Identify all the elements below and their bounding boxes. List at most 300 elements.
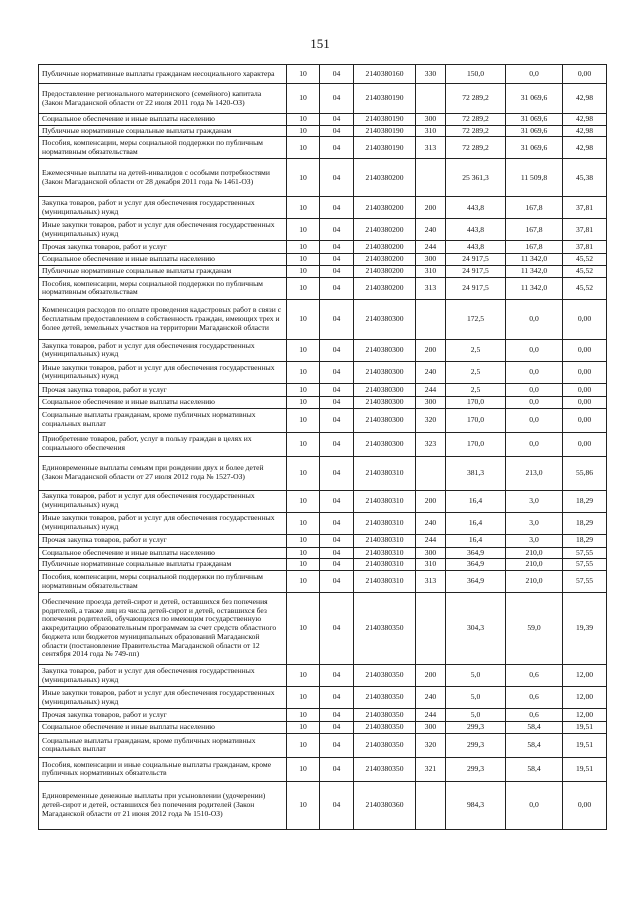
budget-table	[38, 64, 607, 830]
target-article-cell: 2140380190	[354, 125, 416, 137]
execution-percent-cell: 0,00	[563, 432, 607, 456]
planned-amount-cell: 299,3	[446, 757, 506, 781]
table-row	[39, 534, 607, 547]
executed-amount-cell: 210,0	[506, 571, 563, 593]
table-row	[39, 114, 607, 126]
expense-type-cell: 244	[416, 709, 446, 722]
expense-type-cell: 320	[416, 408, 446, 432]
planned-amount-cell: 2,5	[446, 361, 506, 383]
execution-percent-cell: 0,00	[563, 408, 607, 432]
table-row	[39, 277, 607, 299]
section-code-cell: 10	[287, 254, 320, 266]
subsection-code-cell: 04	[320, 559, 354, 571]
target-article-cell: 2140380300	[354, 396, 416, 408]
executed-amount-cell: 0,0	[506, 408, 563, 432]
planned-amount-cell: 381,3	[446, 456, 506, 490]
section-code-cell: 10	[287, 687, 320, 709]
subsection-code-cell: 04	[320, 254, 354, 266]
subsection-code-cell: 04	[320, 361, 354, 383]
execution-percent-cell: 37,81	[563, 219, 607, 241]
planned-amount-cell: 72 289,2	[446, 114, 506, 126]
table-row	[39, 84, 607, 114]
subsection-code-cell: 04	[320, 241, 354, 254]
expense-type-cell: 323	[416, 432, 446, 456]
table-row	[39, 137, 607, 159]
section-code-cell: 10	[287, 709, 320, 722]
target-article-cell: 2140380300	[354, 432, 416, 456]
executed-amount-cell: 58,4	[506, 757, 563, 781]
expense-type-cell: 240	[416, 687, 446, 709]
row-name-cell: Единовременные денежные выплаты при усыновлении (удочерении) детей-сирот и детей, оставшихся без попечения родителей (Закон Магаданской области от 21 июня 2012 года № 1510-ОЗ)	[39, 781, 287, 829]
subsection-code-cell: 04	[320, 687, 354, 709]
expense-type-cell	[416, 84, 446, 114]
section-code-cell: 10	[287, 722, 320, 734]
planned-amount-cell: 5,0	[446, 665, 506, 687]
subsection-code-cell: 04	[320, 665, 354, 687]
expense-type-cell	[416, 781, 446, 829]
row-name-cell: Закупка товаров, работ и услуг для обеспечения государственных (муниципальных) нужд	[39, 665, 287, 687]
subsection-code-cell: 04	[320, 219, 354, 241]
subsection-code-cell: 04	[320, 159, 354, 197]
execution-percent-cell: 55,86	[563, 456, 607, 490]
subsection-code-cell: 04	[320, 408, 354, 432]
section-code-cell: 10	[287, 299, 320, 339]
table-row	[39, 709, 607, 722]
row-name-cell: Публичные нормативные социальные выплаты гражданам	[39, 266, 287, 278]
planned-amount-cell: 443,8	[446, 219, 506, 241]
row-name-cell: Единовременные выплаты семьям при рождении двух и более детей (Закон Магаданской области от 27 июля 2012 года № 1527-ОЗ)	[39, 456, 287, 490]
execution-percent-cell: 45,52	[563, 277, 607, 299]
execution-percent-cell: 37,81	[563, 241, 607, 254]
section-code-cell: 10	[287, 547, 320, 559]
table-row	[39, 432, 607, 456]
execution-percent-cell: 0,00	[563, 396, 607, 408]
execution-percent-cell: 42,98	[563, 137, 607, 159]
target-article-cell: 2140380200	[354, 277, 416, 299]
subsection-code-cell: 04	[320, 339, 354, 361]
row-name-cell: Публичные нормативные социальные выплаты гражданам	[39, 125, 287, 137]
expense-type-cell: 200	[416, 339, 446, 361]
table-row	[39, 219, 607, 241]
execution-percent-cell: 18,29	[563, 512, 607, 534]
row-name-cell: Пособия, компенсации, меры социальной поддержки по публичным нормативным обязательствам	[39, 571, 287, 593]
table-row	[39, 687, 607, 709]
subsection-code-cell: 04	[320, 456, 354, 490]
row-name-cell: Социальные выплаты гражданам, кроме публичных нормативных социальных выплат	[39, 733, 287, 757]
table-row	[39, 559, 607, 571]
target-article-cell: 2140380190	[354, 114, 416, 126]
subsection-code-cell: 04	[320, 114, 354, 126]
executed-amount-cell: 11 342,0	[506, 266, 563, 278]
row-name-cell: Пособия, компенсации и иные социальные выплаты гражданам, кроме публичных нормативных обязательств	[39, 757, 287, 781]
section-code-cell: 10	[287, 277, 320, 299]
executed-amount-cell: 0,6	[506, 687, 563, 709]
row-name-cell: Социальное обеспечение и иные выплаты населению	[39, 114, 287, 126]
table-row	[39, 299, 607, 339]
section-code-cell: 10	[287, 456, 320, 490]
executed-amount-cell: 59,0	[506, 593, 563, 665]
table-row	[39, 512, 607, 534]
row-name-cell: Пособия, компенсации, меры социальной поддержки по публичным нормативным обязательствам	[39, 137, 287, 159]
expense-type-cell: 300	[416, 396, 446, 408]
section-code-cell: 10	[287, 383, 320, 396]
target-article-cell: 2140380200	[354, 219, 416, 241]
row-name-cell: Иные закупки товаров, работ и услуг для обеспечения государственных (муниципальных) нужд	[39, 687, 287, 709]
execution-percent-cell: 18,29	[563, 490, 607, 512]
planned-amount-cell: 170,0	[446, 408, 506, 432]
executed-amount-cell: 210,0	[506, 559, 563, 571]
expense-type-cell: 310	[416, 125, 446, 137]
target-article-cell: 2140380200	[354, 159, 416, 197]
target-article-cell: 2140380350	[354, 733, 416, 757]
planned-amount-cell: 304,3	[446, 593, 506, 665]
executed-amount-cell: 167,8	[506, 197, 563, 219]
target-article-cell: 2140380300	[354, 361, 416, 383]
planned-amount-cell: 364,9	[446, 559, 506, 571]
expense-type-cell: 244	[416, 241, 446, 254]
section-code-cell: 10	[287, 137, 320, 159]
planned-amount-cell: 25 361,3	[446, 159, 506, 197]
executed-amount-cell: 58,4	[506, 733, 563, 757]
target-article-cell: 2140380360	[354, 781, 416, 829]
target-article-cell: 2140380310	[354, 490, 416, 512]
execution-percent-cell: 19,39	[563, 593, 607, 665]
planned-amount-cell: 16,4	[446, 534, 506, 547]
executed-amount-cell: 0,0	[506, 299, 563, 339]
execution-percent-cell: 45,38	[563, 159, 607, 197]
expense-type-cell: 244	[416, 383, 446, 396]
table-row	[39, 65, 607, 84]
planned-amount-cell: 72 289,2	[446, 125, 506, 137]
subsection-code-cell: 04	[320, 547, 354, 559]
planned-amount-cell: 16,4	[446, 490, 506, 512]
target-article-cell: 2140380300	[354, 408, 416, 432]
expense-type-cell: 313	[416, 277, 446, 299]
table-row	[39, 593, 607, 665]
execution-percent-cell: 12,00	[563, 687, 607, 709]
planned-amount-cell: 150,0	[446, 65, 506, 84]
execution-percent-cell: 19,51	[563, 757, 607, 781]
expense-type-cell: 310	[416, 266, 446, 278]
execution-percent-cell: 57,55	[563, 571, 607, 593]
executed-amount-cell: 213,0	[506, 456, 563, 490]
subsection-code-cell: 04	[320, 781, 354, 829]
planned-amount-cell: 72 289,2	[446, 137, 506, 159]
section-code-cell: 10	[287, 159, 320, 197]
target-article-cell: 2140380350	[354, 757, 416, 781]
subsection-code-cell: 04	[320, 125, 354, 137]
row-name-cell: Социальное обеспечение и иные выплаты населению	[39, 722, 287, 734]
target-article-cell: 2140380190	[354, 137, 416, 159]
executed-amount-cell: 11 509,8	[506, 159, 563, 197]
target-article-cell: 2140380350	[354, 722, 416, 734]
section-code-cell: 10	[287, 266, 320, 278]
table-row	[39, 757, 607, 781]
planned-amount-cell: 2,5	[446, 383, 506, 396]
executed-amount-cell: 167,8	[506, 241, 563, 254]
execution-percent-cell: 18,29	[563, 534, 607, 547]
target-article-cell: 2140380350	[354, 593, 416, 665]
executed-amount-cell: 3,0	[506, 512, 563, 534]
row-name-cell: Компенсация расходов по оплате проведения кадастровых работ в связи с бесплатным предоставлением в собственность граждан, имеющих трех и более детей, земельных участков на территории Магаданской области	[39, 299, 287, 339]
table-row	[39, 254, 607, 266]
section-code-cell: 10	[287, 396, 320, 408]
execution-percent-cell: 57,55	[563, 547, 607, 559]
subsection-code-cell: 04	[320, 490, 354, 512]
section-code-cell: 10	[287, 125, 320, 137]
expense-type-cell	[416, 456, 446, 490]
target-article-cell: 2140380310	[354, 534, 416, 547]
row-name-cell: Публичные нормативные социальные выплаты гражданам	[39, 559, 287, 571]
row-name-cell: Иные закупки товаров, работ и услуг для обеспечения государственных (муниципальных) нужд	[39, 512, 287, 534]
table-row	[39, 722, 607, 734]
subsection-code-cell: 04	[320, 571, 354, 593]
executed-amount-cell: 0,6	[506, 665, 563, 687]
table-row	[39, 490, 607, 512]
subsection-code-cell: 04	[320, 266, 354, 278]
section-code-cell: 10	[287, 593, 320, 665]
table-row	[39, 408, 607, 432]
section-code-cell: 10	[287, 65, 320, 84]
subsection-code-cell: 04	[320, 709, 354, 722]
execution-percent-cell: 0,00	[563, 781, 607, 829]
row-name-cell: Пособия, компенсации, меры социальной поддержки по публичным нормативным обязательствам	[39, 277, 287, 299]
execution-percent-cell: 0,00	[563, 383, 607, 396]
executed-amount-cell: 58,4	[506, 722, 563, 734]
expense-type-cell: 200	[416, 490, 446, 512]
section-code-cell: 10	[287, 757, 320, 781]
section-code-cell: 10	[287, 84, 320, 114]
table-row	[39, 571, 607, 593]
execution-percent-cell: 37,81	[563, 197, 607, 219]
executed-amount-cell: 3,0	[506, 490, 563, 512]
planned-amount-cell: 364,9	[446, 547, 506, 559]
subsection-code-cell: 04	[320, 277, 354, 299]
table-row	[39, 383, 607, 396]
planned-amount-cell: 170,0	[446, 396, 506, 408]
subsection-code-cell: 04	[320, 197, 354, 219]
subsection-code-cell: 04	[320, 84, 354, 114]
executed-amount-cell: 31 069,6	[506, 84, 563, 114]
table-row	[39, 547, 607, 559]
expense-type-cell: 300	[416, 547, 446, 559]
executed-amount-cell: 210,0	[506, 547, 563, 559]
row-name-cell: Приобретение товаров, работ, услуг в пользу граждан в целях их социального обеспечения	[39, 432, 287, 456]
planned-amount-cell: 172,5	[446, 299, 506, 339]
expense-type-cell	[416, 159, 446, 197]
section-code-cell: 10	[287, 114, 320, 126]
page-number: 151	[310, 36, 330, 51]
planned-amount-cell: 5,0	[446, 687, 506, 709]
execution-percent-cell: 0,00	[563, 65, 607, 84]
target-article-cell: 2140380310	[354, 547, 416, 559]
executed-amount-cell: 0,6	[506, 709, 563, 722]
target-article-cell: 2140380190	[354, 84, 416, 114]
section-code-cell: 10	[287, 219, 320, 241]
target-article-cell: 2140380300	[354, 383, 416, 396]
subsection-code-cell: 04	[320, 733, 354, 757]
subsection-code-cell: 04	[320, 534, 354, 547]
executed-amount-cell: 0,0	[506, 383, 563, 396]
row-name-cell: Публичные нормативные выплаты гражданам несоциального характера	[39, 65, 287, 84]
row-name-cell: Ежемесячные выплаты на детей-инвалидов с особыми потребностями (Закон Магаданской области от 28 декабря 2011 года № 1461-ОЗ)	[39, 159, 287, 197]
execution-percent-cell: 42,98	[563, 114, 607, 126]
row-name-cell: Прочая закупка товаров, работ и услуг	[39, 534, 287, 547]
expense-type-cell: 200	[416, 197, 446, 219]
execution-percent-cell: 0,00	[563, 361, 607, 383]
execution-percent-cell: 19,51	[563, 733, 607, 757]
table-row	[39, 733, 607, 757]
executed-amount-cell: 0,0	[506, 339, 563, 361]
expense-type-cell	[416, 593, 446, 665]
row-name-cell: Обеспечение проезда детей-сирот и детей, оставшихся без попечения родителей, а также лиц из числа детей-сирот и детей, оставшихся без попечения родителей, обучающихся по имеющим государственную аккредитацию образовательным программам за счет средств областного бюджета или бюджетов муниципальных образований Магаданской области (постановление Правительства Магаданской области от 12 сентября 2014 года № 749-пп)	[39, 593, 287, 665]
table-row	[39, 665, 607, 687]
table-row	[39, 339, 607, 361]
execution-percent-cell: 42,98	[563, 84, 607, 114]
executed-amount-cell: 0,0	[506, 781, 563, 829]
execution-percent-cell: 0,00	[563, 339, 607, 361]
target-article-cell: 2140380200	[354, 254, 416, 266]
execution-percent-cell: 45,52	[563, 254, 607, 266]
execution-percent-cell: 45,52	[563, 266, 607, 278]
target-article-cell: 2140380300	[354, 339, 416, 361]
table-row	[39, 456, 607, 490]
execution-percent-cell: 57,55	[563, 559, 607, 571]
target-article-cell: 2140380200	[354, 266, 416, 278]
section-code-cell: 10	[287, 559, 320, 571]
execution-percent-cell: 19,51	[563, 722, 607, 734]
subsection-code-cell: 04	[320, 757, 354, 781]
section-code-cell: 10	[287, 197, 320, 219]
table-row	[39, 361, 607, 383]
subsection-code-cell: 04	[320, 396, 354, 408]
executed-amount-cell: 31 069,6	[506, 125, 563, 137]
row-name-cell: Социальное обеспечение и иные выплаты населению	[39, 254, 287, 266]
executed-amount-cell: 11 342,0	[506, 277, 563, 299]
planned-amount-cell: 24 917,5	[446, 266, 506, 278]
table-row	[39, 125, 607, 137]
expense-type-cell: 320	[416, 733, 446, 757]
target-article-cell: 2140380160	[354, 65, 416, 84]
row-name-cell: Прочая закупка товаров, работ и услуг	[39, 241, 287, 254]
subsection-code-cell: 04	[320, 722, 354, 734]
subsection-code-cell: 04	[320, 383, 354, 396]
section-code-cell: 10	[287, 339, 320, 361]
table-row	[39, 396, 607, 408]
table-row	[39, 781, 607, 829]
planned-amount-cell: 299,3	[446, 733, 506, 757]
expense-type-cell: 240	[416, 219, 446, 241]
executed-amount-cell: 31 069,6	[506, 114, 563, 126]
section-code-cell: 10	[287, 361, 320, 383]
section-code-cell: 10	[287, 408, 320, 432]
target-article-cell: 2140380200	[354, 197, 416, 219]
expense-type-cell: 310	[416, 559, 446, 571]
planned-amount-cell: 2,5	[446, 339, 506, 361]
executed-amount-cell: 0,0	[506, 361, 563, 383]
executed-amount-cell: 167,8	[506, 219, 563, 241]
expense-type-cell: 300	[416, 254, 446, 266]
subsection-code-cell: 04	[320, 512, 354, 534]
section-code-cell: 10	[287, 665, 320, 687]
section-code-cell: 10	[287, 781, 320, 829]
subsection-code-cell: 04	[320, 65, 354, 84]
planned-amount-cell: 72 289,2	[446, 84, 506, 114]
expense-type-cell: 300	[416, 114, 446, 126]
planned-amount-cell: 443,8	[446, 197, 506, 219]
planned-amount-cell: 24 917,5	[446, 277, 506, 299]
executed-amount-cell: 3,0	[506, 534, 563, 547]
row-name-cell: Предоставление регионального материнского (семейного) капитала (Закон Магаданской области от 22 июля 2011 года № 1420-ОЗ)	[39, 84, 287, 114]
row-name-cell: Закупка товаров, работ и услуг для обеспечения государственных (муниципальных) нужд	[39, 339, 287, 361]
planned-amount-cell: 16,4	[446, 512, 506, 534]
planned-amount-cell: 984,3	[446, 781, 506, 829]
subsection-code-cell: 04	[320, 432, 354, 456]
planned-amount-cell: 299,3	[446, 722, 506, 734]
execution-percent-cell: 12,00	[563, 709, 607, 722]
section-code-cell: 10	[287, 241, 320, 254]
target-article-cell: 2140380200	[354, 241, 416, 254]
executed-amount-cell: 31 069,6	[506, 137, 563, 159]
table-row	[39, 159, 607, 197]
row-name-cell: Закупка товаров, работ и услуг для обеспечения государственных (муниципальных) нужд	[39, 490, 287, 512]
section-code-cell: 10	[287, 534, 320, 547]
expense-type-cell	[416, 299, 446, 339]
section-code-cell: 10	[287, 432, 320, 456]
target-article-cell: 2140380310	[354, 559, 416, 571]
expense-type-cell: 200	[416, 665, 446, 687]
expense-type-cell: 313	[416, 137, 446, 159]
section-code-cell: 10	[287, 733, 320, 757]
planned-amount-cell: 443,8	[446, 241, 506, 254]
row-name-cell: Прочая закупка товаров, работ и услуг	[39, 383, 287, 396]
executed-amount-cell: 0,0	[506, 396, 563, 408]
planned-amount-cell: 170,0	[446, 432, 506, 456]
expense-type-cell: 240	[416, 512, 446, 534]
section-code-cell: 10	[287, 490, 320, 512]
executed-amount-cell: 0,0	[506, 432, 563, 456]
target-article-cell: 2140380310	[354, 456, 416, 490]
expense-type-cell: 321	[416, 757, 446, 781]
row-name-cell: Иные закупки товаров, работ и услуг для обеспечения государственных (муниципальных) нужд	[39, 219, 287, 241]
row-name-cell: Закупка товаров, работ и услуг для обеспечения государственных (муниципальных) нужд	[39, 197, 287, 219]
target-article-cell: 2140380310	[354, 512, 416, 534]
execution-percent-cell: 42,98	[563, 125, 607, 137]
section-code-cell: 10	[287, 512, 320, 534]
planned-amount-cell: 364,9	[446, 571, 506, 593]
planned-amount-cell: 24 917,5	[446, 254, 506, 266]
subsection-code-cell: 04	[320, 593, 354, 665]
row-name-cell: Социальные выплаты гражданам, кроме публичных нормативных социальных выплат	[39, 408, 287, 432]
target-article-cell: 2140380350	[354, 709, 416, 722]
execution-percent-cell: 0,00	[563, 299, 607, 339]
expense-type-cell: 300	[416, 722, 446, 734]
subsection-code-cell: 04	[320, 137, 354, 159]
row-name-cell: Иные закупки товаров, работ и услуг для обеспечения государственных (муниципальных) нужд	[39, 361, 287, 383]
row-name-cell: Прочая закупка товаров, работ и услуг	[39, 709, 287, 722]
executed-amount-cell: 0,0	[506, 65, 563, 84]
table-row	[39, 241, 607, 254]
expense-type-cell: 244	[416, 534, 446, 547]
row-name-cell: Социальное обеспечение и иные выплаты населению	[39, 396, 287, 408]
target-article-cell: 2140380300	[354, 299, 416, 339]
target-article-cell: 2140380350	[354, 665, 416, 687]
expense-type-cell: 240	[416, 361, 446, 383]
row-name-cell: Социальное обеспечение и иные выплаты населению	[39, 547, 287, 559]
target-article-cell: 2140380310	[354, 571, 416, 593]
expense-type-cell: 313	[416, 571, 446, 593]
subsection-code-cell: 04	[320, 299, 354, 339]
